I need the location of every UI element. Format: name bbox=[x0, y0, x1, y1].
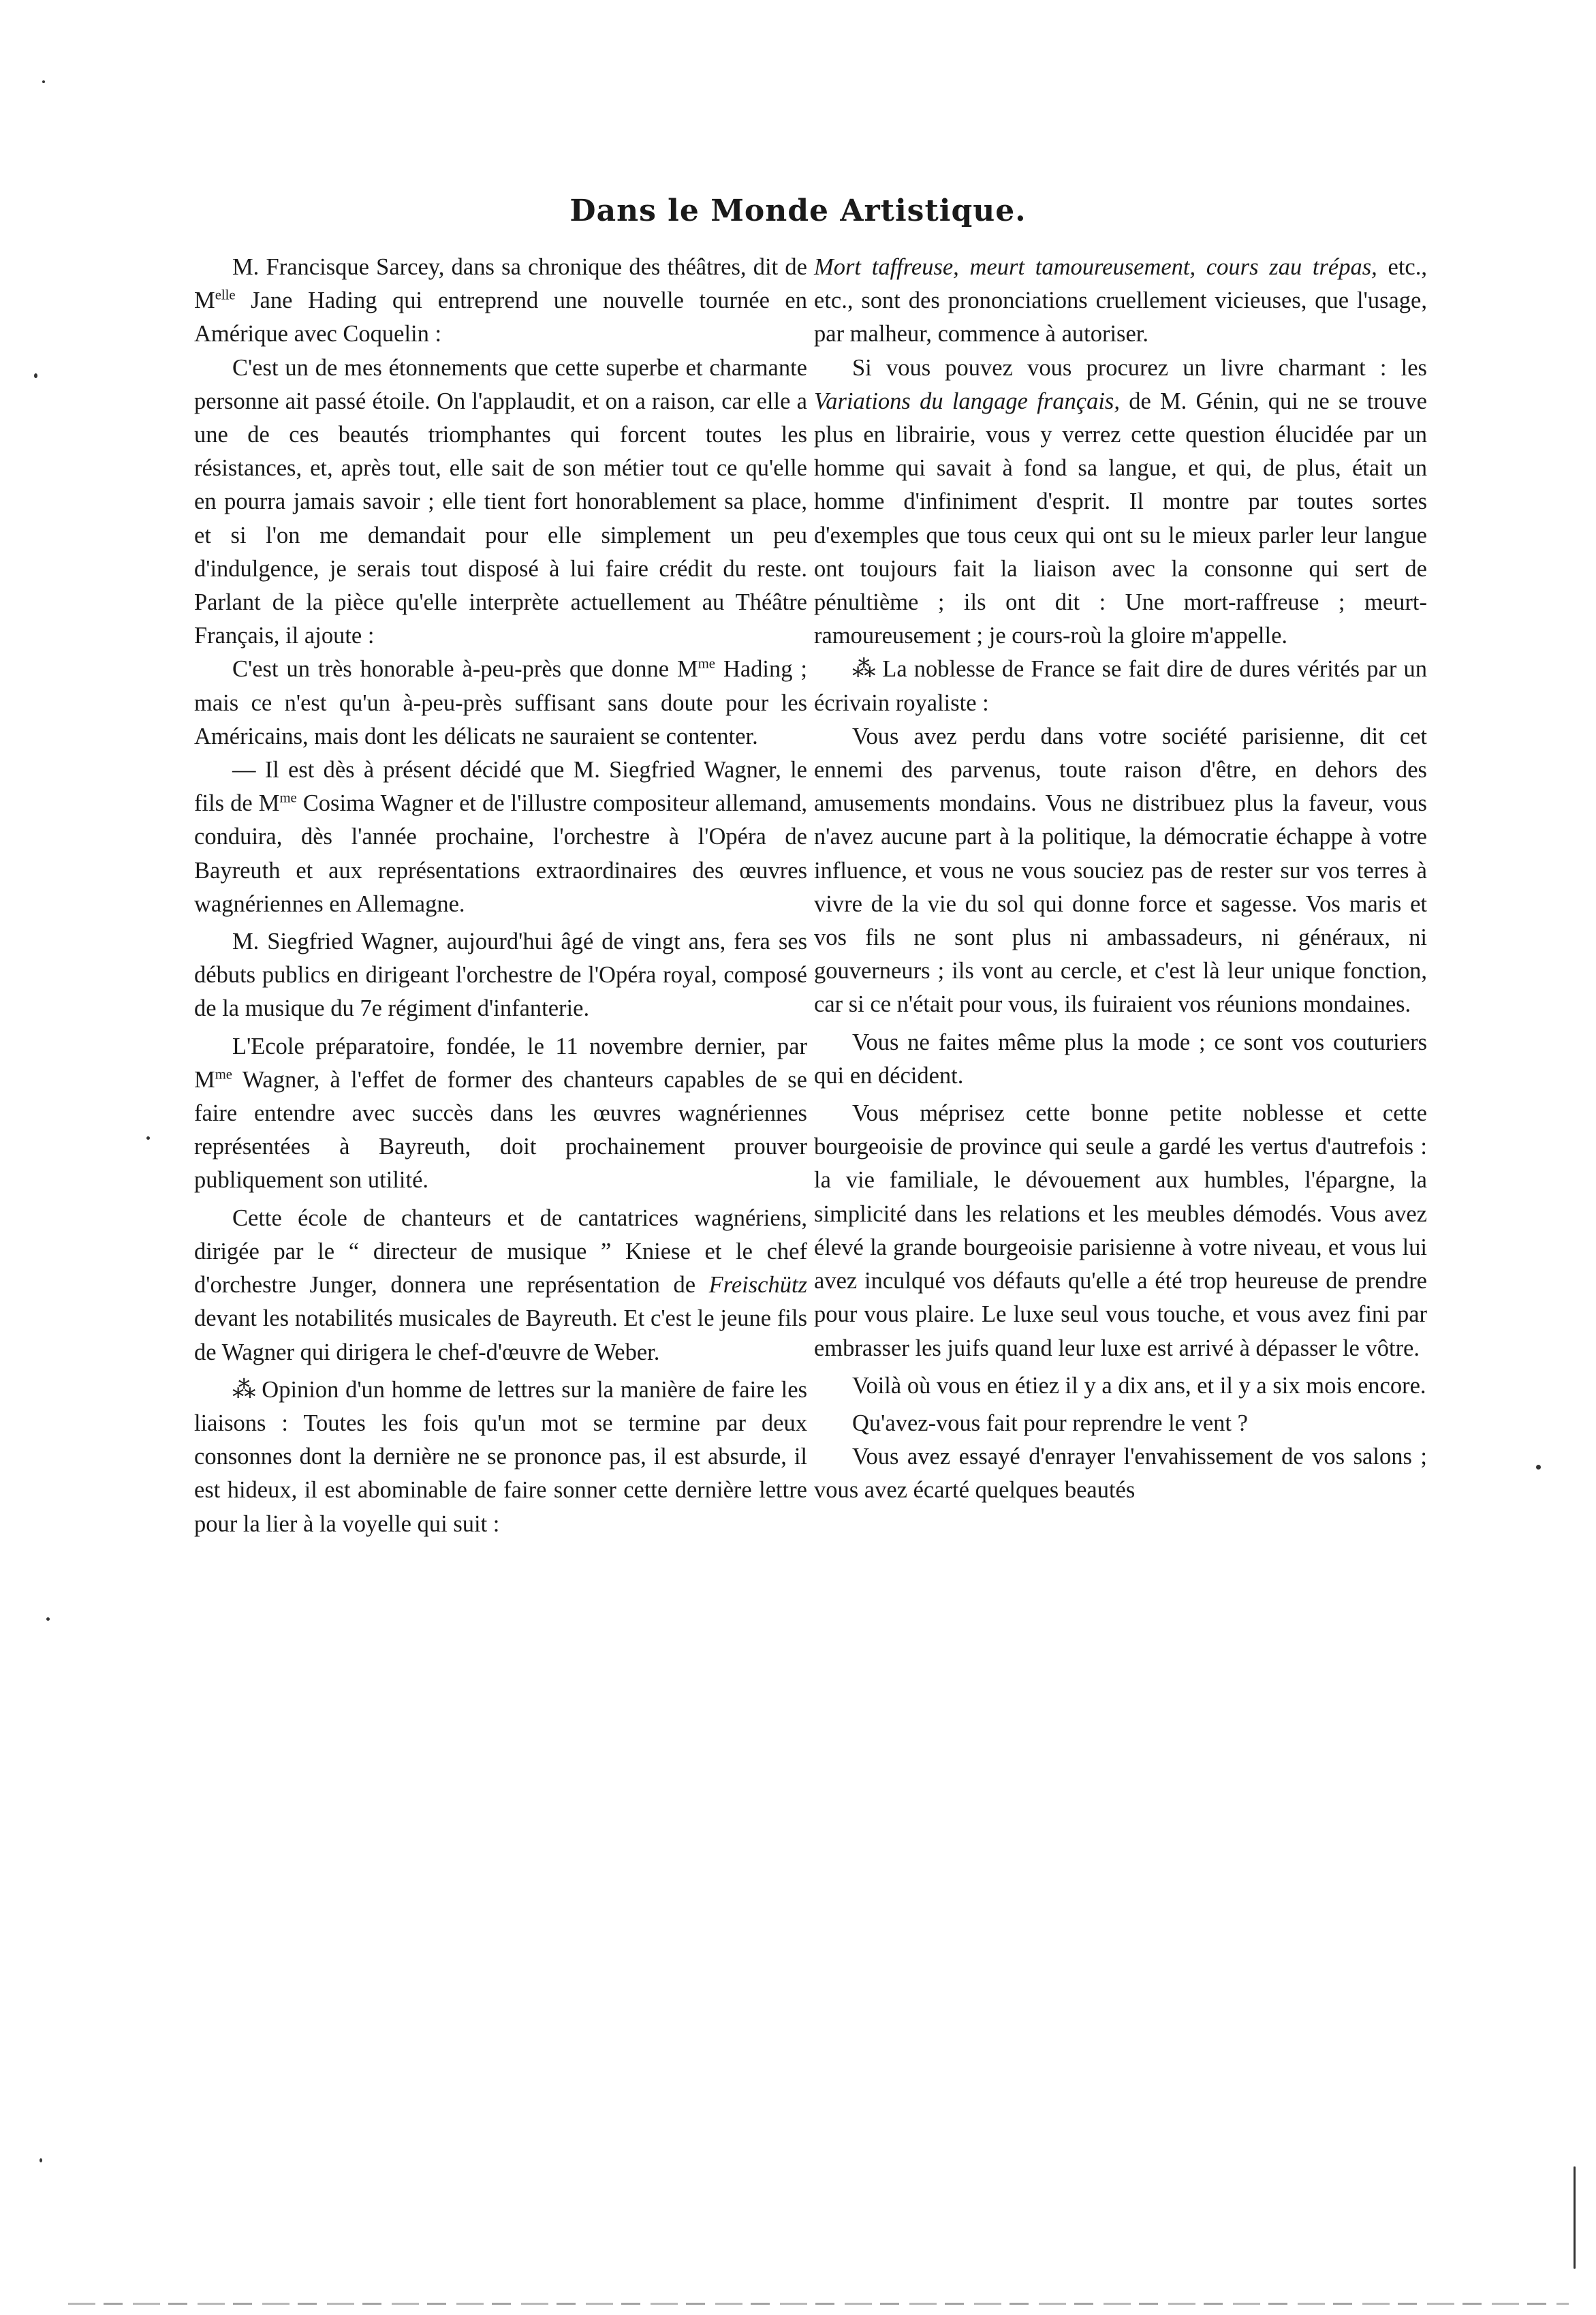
scan-speck bbox=[34, 373, 37, 378]
quote-paragraph: Vous méprisez cette bonne petite noblesse et cette bourgeoisie de province qui seule a gardé les vertus d'autrefois : la vie familiale, le dévouement aux humbles, l'épargne, la simplicité dans les relations et les meubles démodés. Vous avez élevé la grande bourgeoisie parisienne à votre niveau, et vous lui avez inculqué vos défauts qu'elle a été trop heureuse de prendre pour vous plaire. Le luxe seul vous touche, et vous avez fini par embrasser les juifs quand leur luxe est arrivé à dépasser le vôtre. bbox=[814, 1100, 1427, 1361]
paragraph: Si vous pouvez vous procurez un livre charmant : les Variations du langage français, de M. Génin, qui ne se trouve plus en librairie, vous y verrez cette question élucidée par un homme qui savait à fond sa langue, et qui, de plus, était un homme d'infiniment d'esprit. Il montre par toutes sortes d'exemples que tous ceux qui ont su le mieux parler leur langue ont toujours fait la liaison avec la consonne qui sert de pénultième ; ils ont dit : Une mort-raffreuse ; meurt-ramoureusement ; je cours-roù la gloire m'appelle. bbox=[814, 354, 1427, 649]
quote-paragraph: Vous avez perdu dans votre société parisienne, dit cet ennemi des parvenus, toute raison d'être, en dehors des amusements mondains. Vous ne distribuez plus la faveur, vous n'avez aucune part à la politique, la démocratie échappe à votre influence, et vous ne vous souciez pas de rester sur vos terres à vivre de la vie du sol qui donne force et sagesse. Vos maris et vos fils ne sont plus ni ambassadeurs, ni généraux, ni gouverneurs ; ils vont au cercle, et c'est là leur unique fonction, car si ce n'était pour vous, ils fuiraient vos réunions mondaines. bbox=[814, 723, 1427, 1018]
quote-paragraph: Voilà où vous en étiez il y a dix ans, et il y a six mois encore. bbox=[852, 1372, 1426, 1399]
quote-paragraph: Vous avez essayé d'enrayer l'envahissement de vos salons ; vous avez écarté quelques beautés bbox=[814, 1444, 1427, 1504]
paragraph: Cette école de chanteurs et de cantatrices wagnériens, dirigée par le “ directeur de musique ” Kniese et le chef d'orchestre Junger, donnera une représentation de Freischütz devant les notabilités musicales de Bayreuth. Et c'est le jeune fils de Wagner qui dirigera le chef-d'œuvre de Weber. bbox=[194, 1205, 807, 1365]
quote-paragraph: C'est un de mes étonnements que cette superbe et charmante personne ait passé étoile. On l'applaudit, et on a raison, car elle a une de ces beautés triomphantes qui forcent toutes les résistances, et, après tout, elle sait de son métier tout ce qu'elle en pourra jamais savoir ; elle tient fort honorablement sa place, et si l'on me demandait pour elle simplement un peu d'indulgence, je serais tout disposé à lui faire crédit du reste. Parlant de la pièce qu'elle interprète actuellement au Théâtre Français, il ajoute : bbox=[194, 354, 807, 649]
scan-speck bbox=[42, 80, 45, 83]
section-mark-icon: ⁂ bbox=[852, 656, 876, 683]
paragraph: ⁂ Opinion d'un homme de lettres sur la manière de faire les liaisons : Toutes les fois qu'un mot se termine par deux consonnes dont la dernière ne se prononce pas, il est absurde, il est hideux, il est abominable de faire sonner cette dernière lettre pour la lier à la voyelle qui suit : bbox=[194, 1376, 807, 1537]
paragraph: L'Ecole préparatoire, fondée, le 11 novembre dernier, par $M^{me}$ Wagner, à l'effet de former des chanteurs capables de se faire entendre avec succès dans les œuvres wagnériennes représentées à Bayreuth, doit prochainement prouver publiquement son utilité. bbox=[194, 1033, 807, 1194]
section-mark-icon: ⁂ bbox=[232, 1376, 255, 1403]
paragraph: M. Francisque Sarcey, dans sa chronique des théâtres, dit de $M^{elle}$ Jane Hading qui entreprend une nouvelle tournée en Amérique avec Coquelin : bbox=[194, 254, 807, 347]
left-column bbox=[194, 251, 807, 1541]
page-title: Dans le Monde Artistique. bbox=[569, 193, 1027, 229]
paragraph: ⁂ La noblesse de France se fait dire de dures vérités par un écrivain royaliste : bbox=[814, 656, 1428, 716]
paragraph: — Il est dès à présent décidé que M. Siegfried Wagner, le fils de $M^{me}$ Cosima Wagner et de l'illustre compositeur allemand, conduira, dès l'année prochaine, l'orchestre à l'Opéra de Bayreuth et aux représentations extraordinaires des œuvres wagnériennes en Allemagne. bbox=[194, 757, 807, 917]
scan-speck bbox=[1574, 2166, 1576, 2269]
quote-paragraph: C'est un très honorable à-peu-près que donne $M^{me}$ Hading ; mais ce n'est qu'un à-peu-près suffisant sans doute pour les Américains, mais dont les délicats ne sauraient se contenter. bbox=[194, 656, 807, 749]
quote-paragraph: Vous ne faites même plus la mode ; ce sont vos couturiers qui en décident. bbox=[814, 1029, 1427, 1089]
paragraph: Mort taffreuse, meurt tamoureusement, cours zau trépas, etc., etc., sont des prononciations cruellement vicieuses, que l'usage, par malheur, commence à autoriser. bbox=[814, 254, 1427, 347]
scan-edge-line bbox=[68, 2303, 1569, 2305]
scan-speck bbox=[40, 2158, 42, 2162]
paragraph: M. Siegfried Wagner, aujourd'hui âgé de vingt ans, fera ses débuts publics en dirigeant l'orchestre de l'Opéra royal, composé de la musique du 7e régiment d'infanterie. bbox=[194, 929, 807, 1022]
scan-speck bbox=[46, 1617, 50, 1621]
quote-paragraph: Qu'avez-vous fait pour reprendre le vent ? bbox=[852, 1410, 1248, 1436]
scan-speck bbox=[1536, 1465, 1541, 1470]
right-column bbox=[814, 251, 1427, 1508]
scan-speck bbox=[146, 1136, 150, 1140]
